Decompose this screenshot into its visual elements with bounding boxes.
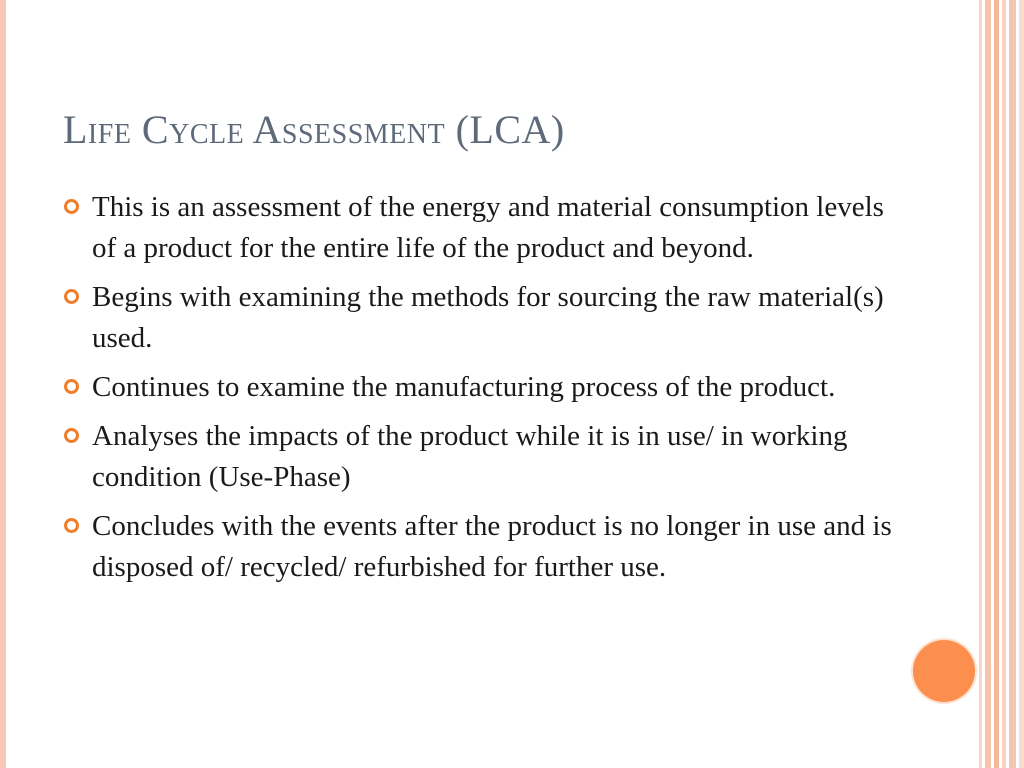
- ring-bullet-icon: [64, 518, 79, 533]
- slide-title: Life Cycle Assessment (LCA): [63, 107, 565, 152]
- ring-bullet-icon: [64, 289, 79, 304]
- right-decorative-stripe: [979, 0, 982, 768]
- bullet-text: This is an assessment of the energy and material consumption levels of a product for the entire life of the product and beyond.: [92, 191, 884, 264]
- bullet-item: [64, 367, 894, 408]
- bullet-text: Concludes with the events after the product is no longer in use and is disposed of/ recycled/ refurbished for further use.: [92, 510, 892, 583]
- bullet-text: Analyses the impacts of the product while it is in use/ in working condition (Use-Phase): [92, 420, 848, 493]
- orange-circle-icon: [913, 640, 975, 702]
- right-decorative-stripe: [985, 0, 991, 768]
- bullet-item: [64, 416, 894, 498]
- right-decorative-stripe: [1002, 0, 1006, 768]
- left-border-stripe: [0, 0, 6, 768]
- bullet-item: [64, 187, 894, 269]
- right-decorative-stripe: [1019, 0, 1024, 768]
- right-decorative-stripe: [994, 0, 999, 768]
- ring-bullet-icon: [64, 428, 79, 443]
- right-decorative-stripe: [1009, 0, 1016, 768]
- bullet-item: [64, 277, 894, 359]
- ring-bullet-icon: [64, 379, 79, 394]
- bullet-text: Continues to examine the manufacturing process of the product.: [92, 371, 836, 403]
- bullet-item: [64, 506, 894, 588]
- ring-bullet-icon: [64, 199, 79, 214]
- bullet-text: Begins with examining the methods for sourcing the raw material(s) used.: [92, 281, 884, 354]
- bullet-list: [64, 187, 894, 596]
